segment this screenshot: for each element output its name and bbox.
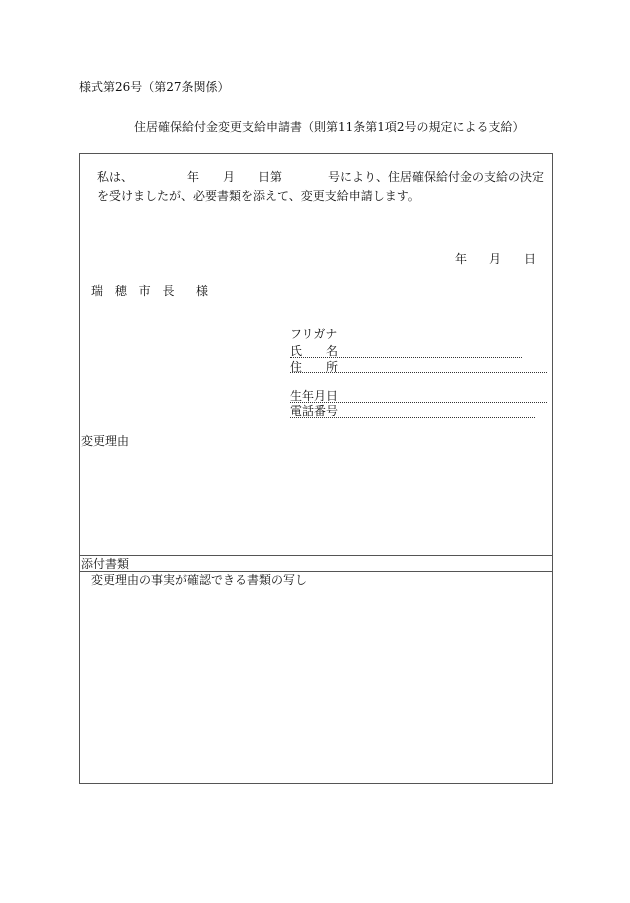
divider — [79, 555, 553, 556]
birthdate-label: 生年月日 — [290, 389, 339, 403]
birthdate-field[interactable] — [290, 402, 547, 403]
addressee-honorific: 様 — [196, 284, 209, 298]
statement-year: 年 — [187, 170, 200, 184]
statement-line2: を受けましたが、必要書類を添えて、変更支給申請します。 — [97, 189, 420, 203]
statement-day-no: 日第 — [258, 170, 283, 184]
statement-month: 月 — [223, 170, 236, 184]
date-month: 月 — [489, 252, 502, 266]
phone-field[interactable] — [290, 417, 535, 418]
statement-start: 私は、 — [97, 170, 134, 184]
document-title: 住居確保給付金変更支給申請書（則第11条第1項2号の規定による支給） — [134, 120, 525, 134]
statement-end: 号により、住居確保給付金の支給の決定 — [328, 170, 545, 184]
divider — [79, 571, 553, 572]
date-year: 年 — [455, 252, 468, 266]
furigana-label: フリガナ — [290, 327, 338, 341]
change-reason-label: 変更理由 — [81, 434, 130, 448]
address-label: 住 所 — [290, 360, 339, 374]
form-number: 様式第26号（第27条関係） — [79, 80, 230, 94]
addressee: 瑞 穂 市 長 — [91, 284, 179, 298]
name-label: 氏 名 — [290, 344, 339, 358]
attachments-label: 添付書類 — [81, 557, 130, 571]
form-box — [79, 153, 553, 784]
address-field[interactable] — [290, 372, 547, 373]
attachments-content: 変更理由の事実が確認できる書類の写し — [91, 573, 308, 587]
name-field[interactable] — [290, 357, 522, 358]
phone-label: 電話番号 — [290, 404, 339, 418]
date-day: 日 — [524, 252, 537, 266]
